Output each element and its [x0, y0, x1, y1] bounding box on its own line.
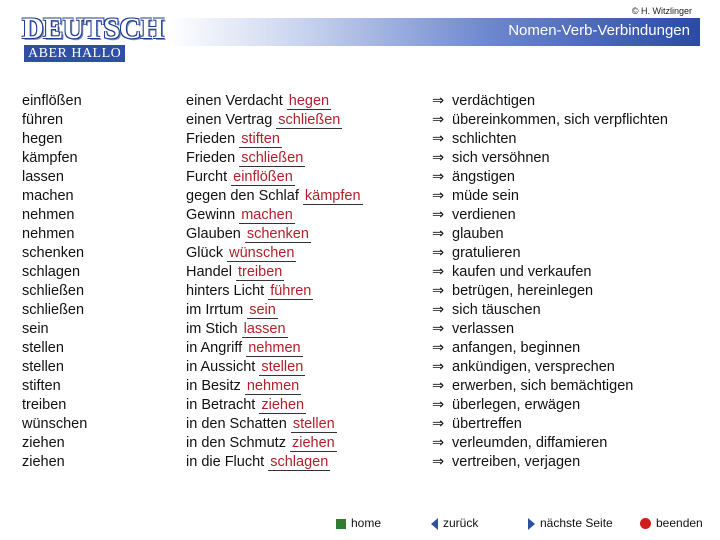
meaning-item — [432, 168, 668, 187]
answer-blank[interactable]: stellen — [292, 416, 335, 432]
meaning-item — [432, 149, 668, 168]
phrase-prefix: Frieden — [186, 131, 240, 147]
phrase-prefix: Gewinn — [186, 207, 240, 223]
phrase-prefix: in Angriff — [186, 340, 247, 356]
copyright-notice: © H. Witzlinger — [631, 6, 692, 16]
meaning-text: übertreffen — [452, 416, 522, 432]
meaning-text: kaufen und verkaufen — [452, 264, 592, 280]
implies-arrow-icon: ⇒ — [432, 454, 445, 470]
phrase-item — [186, 244, 363, 263]
verb-item: stellen — [22, 359, 64, 375]
meaning-item — [432, 111, 668, 130]
implies-arrow-icon: ⇒ — [432, 302, 445, 318]
phrase-item — [186, 377, 363, 396]
meaning-item — [432, 320, 668, 339]
end-button[interactable] — [640, 516, 703, 530]
meaning-item — [432, 358, 668, 377]
meaning-text: sich versöhnen — [452, 150, 550, 166]
meaning-list — [432, 92, 668, 472]
phrase-prefix: gegen den Schlaf — [186, 188, 303, 204]
meaning-text: schlichten — [452, 131, 517, 147]
phrase-prefix: im Irrtum — [186, 302, 248, 318]
verb-item: schließen — [22, 302, 85, 318]
phrase-prefix: in Besitz — [186, 378, 245, 394]
phrase-item — [186, 168, 363, 187]
home-label: home — [351, 516, 382, 530]
phrase-prefix: in Betracht — [186, 397, 260, 413]
end-label: beenden — [656, 516, 703, 530]
phrase-item — [186, 187, 363, 206]
phrase-list — [186, 92, 363, 472]
verb-item: nehmen — [22, 226, 75, 242]
phrase-prefix: in den Schmutz — [186, 435, 290, 451]
meaning-item — [432, 434, 668, 453]
verb-item: schenken — [22, 245, 85, 261]
verb-item: schließen — [22, 283, 85, 299]
next-page-button[interactable] — [528, 516, 613, 530]
meaning-text: verdienen — [452, 207, 516, 223]
next-label: nächste Seite — [540, 516, 613, 530]
answer-blank[interactable]: lassen — [243, 321, 286, 337]
implies-arrow-icon: ⇒ — [432, 359, 445, 375]
meaning-item — [432, 282, 668, 301]
meaning-item — [432, 453, 668, 472]
phrase-prefix: Glück — [186, 245, 228, 261]
verb-item: nehmen — [22, 207, 75, 223]
logo — [22, 14, 167, 62]
answer-blank[interactable]: wünschen — [229, 245, 295, 261]
verb-item: einflößen — [22, 93, 82, 109]
meaning-item — [432, 130, 668, 149]
meaning-item — [432, 396, 668, 415]
meaning-item — [432, 92, 668, 111]
phrase-item — [186, 320, 363, 339]
phrase-item — [186, 206, 363, 225]
phrase-item — [186, 396, 363, 415]
meaning-item — [432, 206, 668, 225]
meaning-text: ankündigen, versprechen — [452, 359, 615, 375]
implies-arrow-icon: ⇒ — [432, 435, 445, 451]
answer-blank[interactable]: ziehen — [291, 435, 335, 451]
meaning-text: verlassen — [452, 321, 515, 337]
phrase-item — [186, 453, 363, 472]
answer-blank[interactable]: machen — [241, 207, 293, 223]
meaning-text: gratulieren — [452, 245, 521, 261]
meaning-item — [432, 301, 668, 320]
verb-item: sein — [22, 321, 49, 337]
implies-arrow-icon: ⇒ — [432, 150, 445, 166]
meaning-text: glauben — [452, 226, 504, 242]
implies-arrow-icon: ⇒ — [432, 207, 445, 223]
phrase-item — [186, 282, 363, 301]
implies-arrow-icon: ⇒ — [432, 397, 445, 413]
logo-title: DEUTSCH — [22, 12, 164, 45]
answer-blank[interactable]: kämpfen — [304, 188, 361, 204]
circle-icon — [640, 518, 651, 529]
answer-blank[interactable]: stellen — [261, 359, 304, 375]
answer-blank[interactable]: ziehen — [261, 397, 305, 413]
logo-subtitle: ABER HALLO — [24, 45, 125, 62]
answer-blank[interactable]: sein — [249, 302, 276, 318]
verb-item: kämpfen — [22, 150, 78, 166]
answer-blank[interactable]: schließen — [241, 150, 304, 166]
implies-arrow-icon: ⇒ — [432, 169, 445, 185]
answer-blank[interactable]: stiften — [241, 131, 280, 147]
verb-item: schlagen — [22, 264, 81, 280]
phrase-item — [186, 92, 363, 111]
phrase-item — [186, 415, 363, 434]
phrase-prefix: hinters Licht — [186, 283, 269, 299]
phrase-prefix: Frieden — [186, 150, 240, 166]
verb-item: lassen — [22, 169, 64, 185]
verb-item: machen — [22, 188, 74, 204]
home-button[interactable] — [336, 516, 381, 530]
back-button[interactable] — [431, 516, 478, 530]
meaning-item — [432, 339, 668, 358]
phrase-prefix: in Aussicht — [186, 359, 260, 375]
implies-arrow-icon: ⇒ — [432, 131, 445, 147]
phrase-prefix: Furcht — [186, 169, 232, 185]
meaning-text: übereinkommen, sich verpflichten — [452, 112, 668, 128]
phrase-item — [186, 339, 363, 358]
verb-item: ziehen — [22, 454, 65, 470]
phrase-item — [186, 263, 363, 282]
phrase-prefix: Handel — [186, 264, 236, 280]
phrase-item — [186, 111, 363, 130]
meaning-text: anfangen, beginnen — [452, 340, 581, 356]
meaning-item — [432, 244, 668, 263]
implies-arrow-icon: ⇒ — [432, 112, 445, 128]
phrase-item — [186, 130, 363, 149]
implies-arrow-icon: ⇒ — [432, 188, 445, 204]
phrase-item — [186, 434, 363, 453]
answer-blank[interactable]: führen — [270, 283, 312, 299]
back-label: zurück — [443, 516, 479, 530]
verb-item: führen — [22, 112, 64, 128]
triangle-right-icon — [528, 518, 535, 530]
phrase-item — [186, 225, 363, 244]
implies-arrow-icon: ⇒ — [432, 245, 445, 261]
answer-blank[interactable]: schenken — [246, 226, 309, 242]
phrase-prefix: einen Vertrag — [186, 112, 277, 128]
meaning-text: sich täuschen — [452, 302, 541, 318]
phrase-item — [186, 301, 363, 320]
meaning-item — [432, 377, 668, 396]
verb-item: stellen — [22, 340, 64, 356]
verb-list — [22, 92, 87, 472]
square-icon — [336, 519, 346, 529]
phrase-prefix: im Stich — [186, 321, 242, 337]
header-bar — [168, 18, 700, 46]
meaning-text: betrügen, hereinlegen — [452, 283, 594, 299]
answer-blank[interactable]: schlagen — [270, 454, 329, 470]
triangle-left-icon — [431, 518, 438, 530]
meaning-text: verleumden, diffamieren — [452, 435, 608, 451]
verb-item: wünschen — [22, 416, 88, 432]
phrase-prefix: Glauben — [186, 226, 245, 242]
meaning-text: überlegen, erwägen — [452, 397, 581, 413]
implies-arrow-icon: ⇒ — [432, 93, 445, 109]
answer-blank[interactable]: einflößen — [233, 169, 293, 185]
meaning-text: erwerben, sich bemächtigen — [452, 378, 634, 394]
meaning-text: vertreiben, verjagen — [452, 454, 581, 470]
implies-arrow-icon: ⇒ — [432, 283, 445, 299]
implies-arrow-icon: ⇒ — [432, 321, 445, 337]
phrase-item — [186, 358, 363, 377]
meaning-text: müde sein — [452, 188, 519, 204]
verb-item: hegen — [22, 131, 63, 147]
page-title: Nomen-Verb-Verbindungen — [508, 22, 690, 39]
phrase-prefix: in den Schatten — [186, 416, 291, 432]
phrase-item — [186, 149, 363, 168]
verb-item: treiben — [22, 397, 67, 413]
answer-blank[interactable]: hegen — [288, 93, 330, 109]
implies-arrow-icon: ⇒ — [432, 378, 445, 394]
verb-item: stiften — [22, 378, 61, 394]
meaning-item — [432, 415, 668, 434]
meaning-item — [432, 225, 668, 244]
phrase-prefix: in die Flucht — [186, 454, 269, 470]
answer-blank[interactable]: treiben — [237, 264, 283, 280]
meaning-text: verdächtigen — [452, 93, 536, 109]
implies-arrow-icon: ⇒ — [432, 264, 445, 280]
implies-arrow-icon: ⇒ — [432, 340, 445, 356]
verb-item: ziehen — [22, 435, 65, 451]
implies-arrow-icon: ⇒ — [432, 226, 445, 242]
phrase-prefix: einen Verdacht — [186, 93, 287, 109]
answer-blank[interactable]: schließen — [278, 112, 341, 128]
implies-arrow-icon: ⇒ — [432, 416, 445, 432]
answer-blank[interactable]: nehmen — [246, 378, 300, 394]
answer-blank[interactable]: nehmen — [248, 340, 301, 356]
meaning-item — [432, 187, 668, 206]
meaning-item — [432, 263, 668, 282]
meaning-text: ängstigen — [452, 169, 515, 185]
